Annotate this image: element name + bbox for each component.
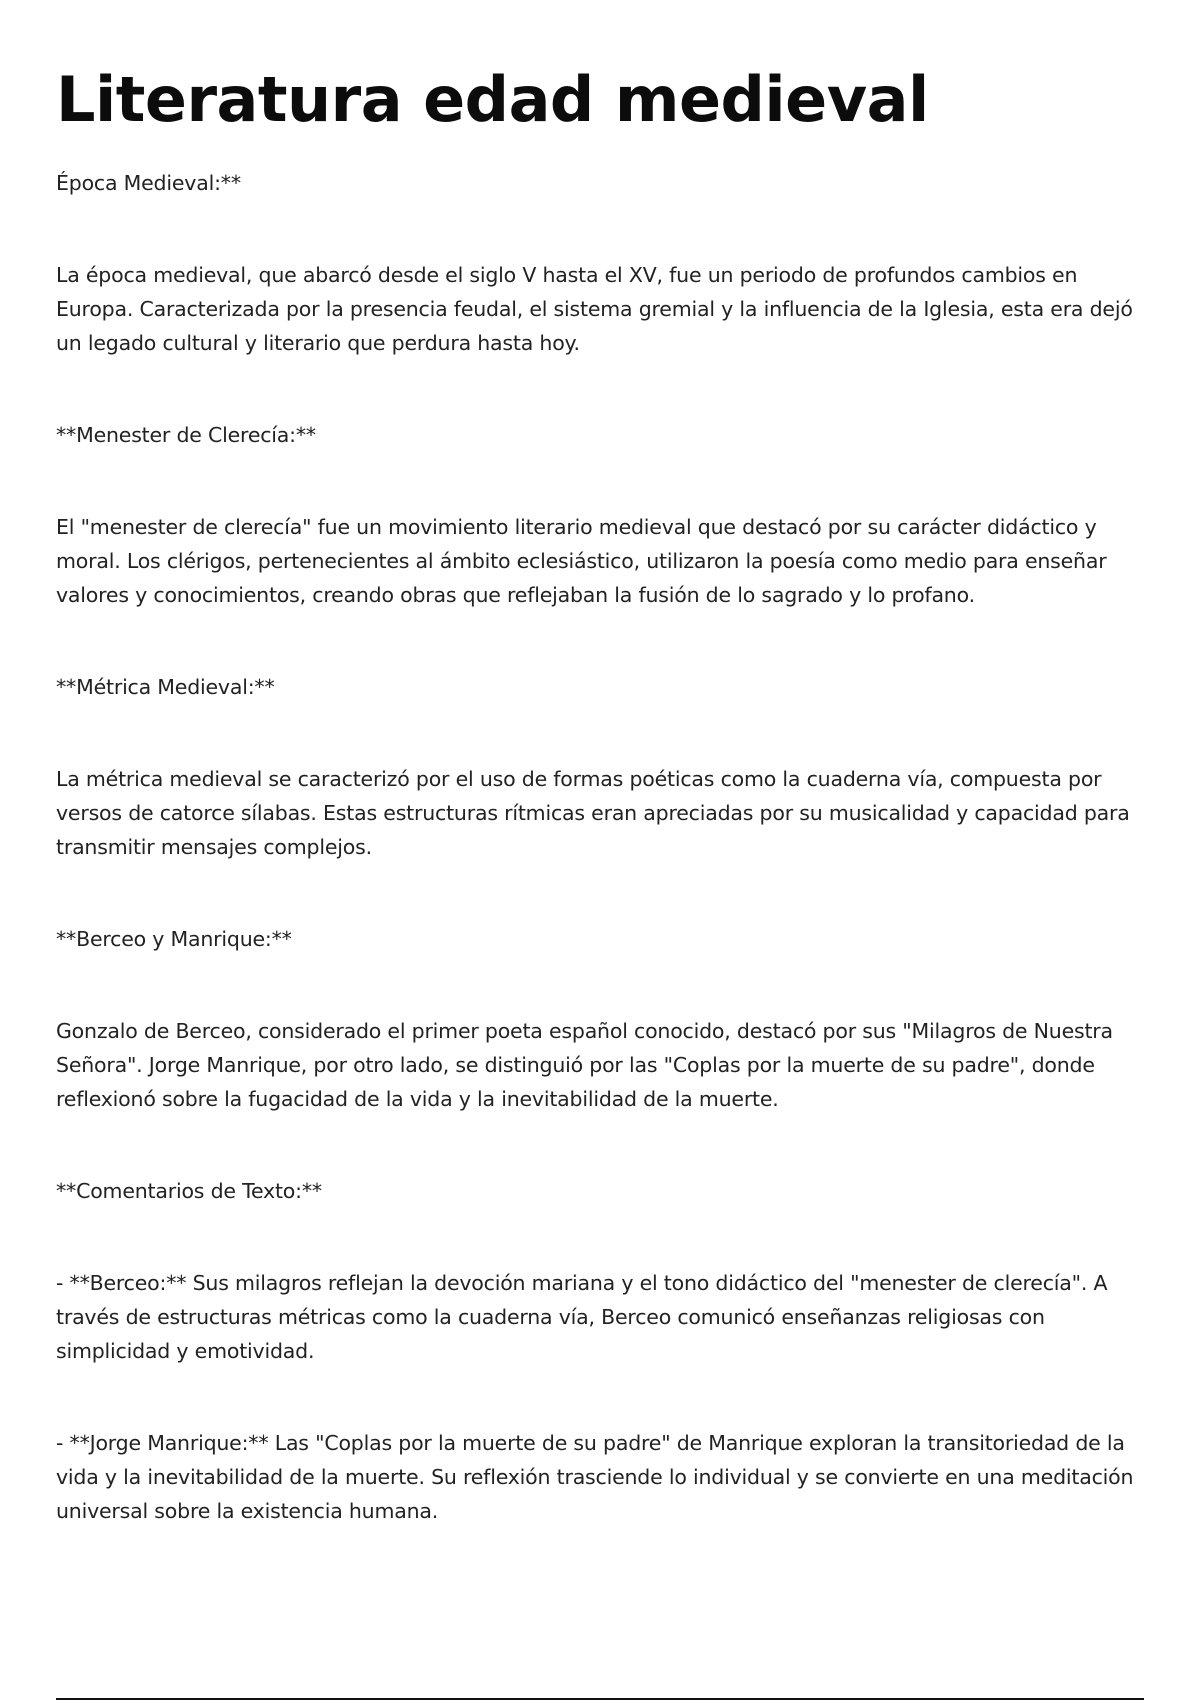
document-body (56, 166, 1144, 1528)
section-heading-comentarios-de-texto: **Comentarios de Texto:** (56, 1179, 322, 1203)
section-heading-menester-de-clerecia: **Menester de Clerecía:** (56, 423, 316, 447)
paragraph-metrica-medieval: La métrica medieval se caracterizó por el uso de formas poéticas como la cuaderna vía, compuesta por versos de catorce sílabas. Estas estructuras rítmicas eran apreciadas por su musicalidad y capacidad para transmitir mensajes complejos. (56, 767, 1130, 859)
paragraph-berceo-y-manrique: Gonzalo de Berceo, considerado el primer poeta español conocido, destacó por sus "Milagros de Nuestra Señora". Jorge Manrique, por otro lado, se distinguió por las "Coplas por la muerte de su padre", donde reflexionó sobre la fugacidad de la vida y la inevitabilidad de la muerte. (56, 1019, 1113, 1111)
section-heading-berceo-y-manrique: **Berceo y Manrique:** (56, 927, 292, 951)
paragraph-menester-de-clerecia: El "menester de clerecía" fue un movimiento literario medieval que destacó por su carácter didáctico y moral. Los clérigos, pertenecientes al ámbito eclesiástico, utilizaron la poesía como medio para enseñar valores y conocimientos, creando obras que reflejaban la fusión de lo sagrado y lo profano. (56, 515, 1107, 607)
document-title: Literatura edad medieval (56, 63, 929, 136)
list-item-berceo: - **Berceo:** Sus milagros reflejan la devoción mariana y el tono didáctico del "menester de clerecía". A través de estructuras métricas como la cuaderna vía, Berceo comunicó enseñanzas religiosas con simplicidad y emotividad. (56, 1271, 1108, 1363)
list-item-jorge-manrique: - **Jorge Manrique:** Las "Coplas por la muerte de su padre" de Manrique exploran la transitoriedad de la vida y la inevitabilidad de la muerte. Su reflexión trasciende lo individual y se convierte en una meditación universal sobre la existencia humana. (56, 1431, 1134, 1523)
section-heading-metrica-medieval: **Métrica Medieval:** (56, 675, 275, 699)
paragraph-epoca-medieval: La época medieval, que abarcó desde el siglo V hasta el XV, fue un periodo de profundos cambios en Europa. Caracterizada por la presencia feudal, el sistema gremial y la influencia de la Iglesia, esta era dejó un legado cultural y literario que perdura hasta hoy. (56, 263, 1133, 355)
section-heading-epoca-medieval: Época Medieval:** (56, 171, 241, 195)
